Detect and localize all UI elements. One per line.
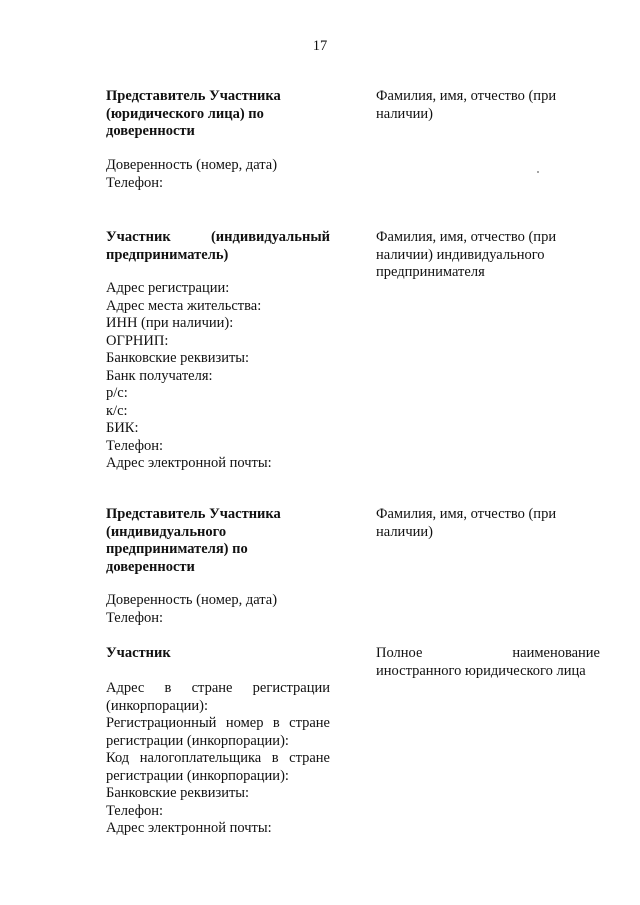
right-label-line: Фамилия, имя, отчество (при: [376, 88, 557, 104]
field-label: Банк получателя:: [106, 367, 213, 384]
field-label: Телефон:: [106, 437, 164, 454]
heading-line: предпринимателя) по: [106, 541, 248, 557]
field-label: Адрес электронной почты:: [106, 455, 272, 471]
right-label-line: наличии): [376, 105, 433, 122]
field-list: [106, 592, 336, 627]
right-label-line: наличии) индивидуального: [376, 246, 545, 263]
field-label: ОГРНИП:: [106, 332, 169, 349]
right-label-line: предпринимателя: [376, 264, 485, 280]
section-right-label: [376, 645, 600, 680]
right-label-line: наличии): [376, 523, 433, 540]
field-label: БИК:: [106, 420, 139, 436]
section-right-label: [376, 229, 600, 282]
section-right-label: [376, 88, 600, 123]
heading-line: Представитель Участника: [106, 506, 281, 522]
section-heading: [106, 229, 330, 264]
right-label-line: иностранного юридического лица: [376, 662, 586, 679]
section-heading: [106, 645, 330, 663]
field-label: Телефон:: [106, 802, 164, 819]
field-label: Телефон:: [106, 609, 164, 626]
field-label: регистрации (инкорпорации):: [106, 767, 289, 784]
field-label: Адрес регистрации:: [106, 280, 230, 296]
scan-speck: [537, 171, 539, 173]
heading-line: доверенности: [106, 123, 195, 139]
field-label: р/с:: [106, 385, 128, 401]
field-label: (инкорпорации):: [106, 697, 208, 714]
field-label: Адрес места жительства:: [106, 297, 262, 314]
field-label: Банковские реквизиты:: [106, 785, 250, 801]
field-label: Банковские реквизиты:: [106, 350, 250, 366]
right-label-line: Фамилия, имя, отчество (при: [376, 229, 557, 245]
section-right-label: [376, 506, 600, 541]
field-label: Адрес в стране регистрации: [106, 680, 330, 696]
field-list: [106, 680, 330, 838]
field-label: регистрации (инкорпорации):: [106, 732, 289, 749]
heading-line: Участник (индивидуальный: [106, 229, 330, 245]
field-label: ИНН (при наличии):: [106, 315, 234, 331]
field-list: [106, 280, 336, 473]
section-heading: [106, 88, 330, 141]
heading-line: доверенности: [106, 558, 195, 575]
field-label: Регистрационный номер в стране: [106, 715, 330, 731]
right-label-line: Фамилия, имя, отчество (при: [376, 506, 557, 522]
field-label: Код налогоплательщика в стране: [106, 750, 330, 766]
field-label: Адрес электронной почты:: [106, 820, 272, 836]
field-label: Доверенность (номер, дата): [106, 592, 278, 608]
heading-line: предприниматель): [106, 246, 229, 263]
field-label: Телефон:: [106, 174, 164, 191]
field-label: к/с:: [106, 402, 128, 419]
heading-line: (индивидуального: [106, 523, 227, 540]
heading-line: Представитель Участника: [106, 88, 281, 104]
field-label: Доверенность (номер, дата): [106, 157, 278, 173]
field-list: [106, 157, 336, 192]
right-label-line: Полное наименование: [376, 645, 600, 661]
page-number: 17: [312, 38, 328, 54]
section-heading: [106, 506, 330, 576]
heading-line: Участник: [106, 645, 171, 661]
heading-line: (юридического лица) по: [106, 105, 264, 122]
